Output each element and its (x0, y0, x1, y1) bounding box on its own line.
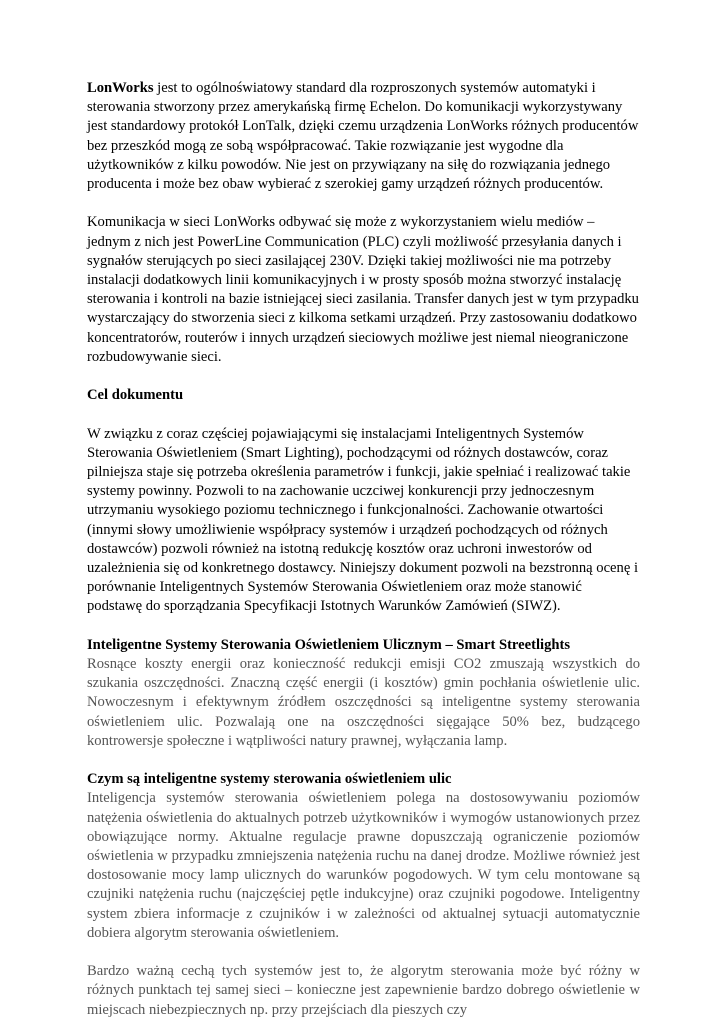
goal-paragraph: W związku z coraz częściej pojawiającymi się instalacjami Inteligentnych Systemów Sterowania Oświetleniem (Smart Lighting), pochodzącymi od różnych dostawców, coraz pilniejsza staje się potrzeba określenia parametrów i funkcji, jakie spełniać i realizować takie systemy powinny. Pozwoli to na zachowanie uczciwej konkurencji przy jednoczesnym utrzymaniu wysokiego poziomu technicznego i funkcjonalności. Zachowanie otwartości (innymi słowy umożliwienie współpracy systemów i urządzeń pochodzących od różnych dostawców) pozwoli również na istotną redukcję kosztów oraz uchroni inwestorów od uzależnienia się od konkretnego dostawcy. Niniejszy dokument pozwoli na bezstronną ocenę i porównanie Inteligentnych Systemów Sterowania Oświetleniem oraz może stanowić podstawę do sporządzania Specyfikacji Istotnych Warunków Zamówień (SIWZ). (87, 425, 639, 615)
intro-paragraph-2: Komunikacja w sieci LonWorks odbywać się może z wykorzystaniem wielu mediów – jednym z nich jest PowerLine Communication (PLC) czyli możliwość przesyłania danych i sygnałów sterujących po sieci zasilającej 230V. Dzięki takiej możliwości nie ma potrzeby instalacji dodatkowych linii komunikacyjnych i w prosty sposób można stworzyć instalację sterowania i kontroli na bazie istniejącej sieci zasilania. Transfer danych jest w tym przypadku wystarczający do stworzenia sieci z kilkoma setkami urządzeń. Przy zastosowaniu dodatkowo koncentratorów, routerów i innych urządzeń sieciowych możliwe jest niemal nieograniczone rozbudowywanie sieci. (87, 214, 639, 365)
intro-paragraph-1-text: jest to ogólnoświatowy standard dla rozproszonych systemów automatyki i sterowania stworzony przez amerykańską firmę Echelon. Do komunikacji wykorzystywany jest standardowy protokół LonTalk, dzięki czemu urządzenia LonWorks różnych producentów bez przeszkód mogą ze sobą współpracować. Takie rozwiązanie jest wygodne dla użytkowników z kilku powodów. Nie jest on przywiązany na siłę do rozwiązania jednego producenta i może bez obaw wybierać z szerokiej gamy urządzeń różnych producentów. (87, 80, 639, 193)
what-heading: Czym są inteligentne systemy sterowania oświetleniem ulic (87, 771, 452, 788)
goal-heading: Cel dokumentu (87, 387, 184, 404)
streetlights-paragraph: Rosnące koszty energii oraz konieczność redukcji emisji CO2 zmuszają wszystkich do szukania oszczędności. Znaczną część energii (i kosztów) gmin pochłania oświetlenie ulic. Nowoczesnym i efektywnym źródłem oszczędności są inteligentne systemy sterowania oświetleniem ulic. Pozwalają one na oszczędności sięgające 50% bez, budzącego kontrowersje społeczne i wątpliwości natury prawnej, wyłączania lamp. (87, 656, 640, 749)
document-page (87, 79, 640, 1020)
intro-paragraph-1 (87, 79, 640, 194)
what-paragraph-2: Bardzo ważną cechą tych systemów jest to, że algorytm sterowania może być różny w różnych punktach tej samej sieci – konieczne jest zapewnienie bardzo dobrego oświetlenie w miejscach niebezpiecznych np. przy przejściach dla pieszych czy (87, 963, 640, 1018)
lonworks-brand: LonWorks (87, 80, 154, 96)
what-paragraph-1: Inteligencja systemów sterowania oświetleniem polega na dostosowywaniu poziomów natężenia oświetlenia do aktualnych potrzeb użytkowników i wymogów ustanowionych przez obowiązujące normy. Aktualne regulacje prawne dopuszczają ograniczenie poziomów oświetlenia w przypadku zmniejszenia natężenia ruchu na danej drodze. Możliwe również jest dostosowanie mocy lamp ulicznych do warunków pogodowych. W tym celu montowane są czujniki natężenia ruchu (najczęściej pętle indukcyjne) oraz czujniki pogodowe. Inteligentny system zbiera informacje z czujników i w zależności od aktualnej sytuacji automatycznie dobiera algorytm sterowania oświetleniem. (87, 790, 640, 941)
streetlights-heading: Inteligentne Systemy Sterowania Oświetleniem Ulicznym – Smart Streetlights (87, 636, 571, 653)
